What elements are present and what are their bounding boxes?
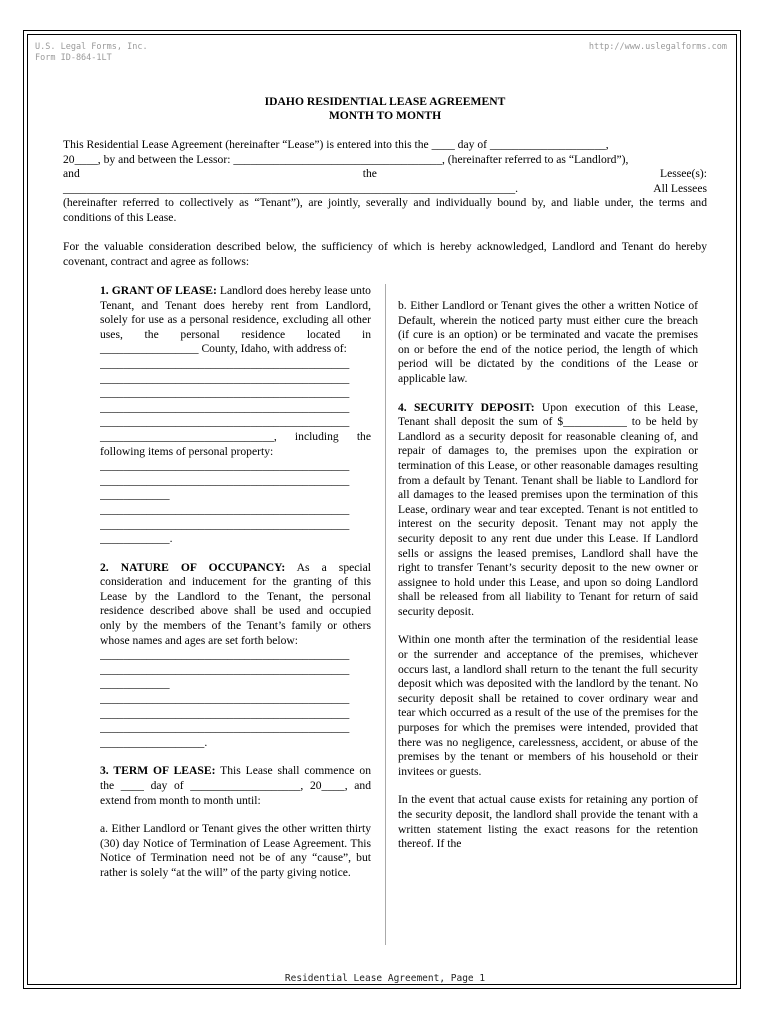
grant-paragraph <box>100 284 371 357</box>
address-line: ___________________________________________ <box>100 415 350 429</box>
property-line: ____________ <box>100 488 170 502</box>
document-title: IDAHO RESIDENTIAL LEASE AGREEMENT <box>264 95 506 108</box>
occupant-line: ___________________________________________ <box>100 662 350 676</box>
document-subtitle: MONTH TO MONTH <box>328 109 442 122</box>
term-clause-a: a. Either Landlord or Tenant gives the other written thirty (30) day Notice of Termination of Lease Agreement. This Notice of Termination need not be of any “cause”, but rather is solely “at the will” of the party giving notice. <box>100 822 371 879</box>
intro-lessees-label: Lessee(s): <box>659 167 707 181</box>
section-nature-of-occupancy <box>100 561 371 751</box>
intro-line-2: 20____, by and between the Lessor: ____________________________________, (hereinafter referred to as “Landlord”), <box>63 152 629 166</box>
deposit-body: Upon execution of this Lease, Tenant shall deposit the sum of $___________ to be held by Landlord as a security deposit for reasonable cleaning of, and repair of damages to, the premises upon the expiration or termination of this Lease, or other reasonable damages resulting from a default by Tenant. Tenant shall be liable to Landlord for all damages to the leased premises upon the termination of this Lease, ordinary wear and tear excepted. Tenant is not entitled to interest on the security deposit. Tenant may not apply the security deposit to any rent due under this Lease. If Landlord sells or assigns the leased premises, Landlord shall have the right to transfer Tenant’s security deposit to the new owner or assignee to hold under this Lease, and upon so doing Landlord shall be released from all liability to Tenant for return of said security deposit. <box>398 400 698 618</box>
company-name: U.S. Legal Forms, Inc. <box>35 42 148 52</box>
including-line: ______________________________, including the following items of personal property: <box>100 429 371 458</box>
intro-and: and <box>63 167 80 181</box>
address-line: ___________________________________________ <box>100 400 350 414</box>
section-security-deposit <box>398 401 698 620</box>
deposit-heading: 4. SECURITY DEPOSIT: <box>398 400 535 414</box>
all-lessees: All Lessees <box>653 181 707 195</box>
deposit-retention-paragraph: In the event that actual cause exists for retaining any portion of the security deposit, the landlord shall provide the tenant with a written statement listing the exact reasons for the retention thereof. If the <box>398 793 698 851</box>
term-clause-b: b. Either Landlord or Tenant gives the other a written Notice of Default, wherein the noticed party must either cure the breach (if cure is an option) or be terminated and vacate the premises on or before the end of the notice period, the length of which period will be dictated by the conditions of the Lease or applicable law. <box>398 299 698 385</box>
deposit-return-paragraph: Within one month after the termination of the residential lease or the surrender and acceptance of the premises, whichever occurs last, a landlord shall return to the tenant the full security deposit which was deposited with the landlord by the tenant. No security deposit shall be retained to cover ordinary wear and tear which occurred as a result of the use of the premises for the purposes for which the premises were intended, provided that there was no negligence, carelessness, accident, or abuse of the premises by the tenant or members of his household or their invitees or guests. <box>398 633 698 778</box>
property-line: ___________________________________________ <box>100 473 350 487</box>
occupant-line: ___________________________________________ <box>100 706 350 720</box>
occupant-line: ___________________________________________ <box>100 648 350 662</box>
occupancy-heading: 2. NATURE OF OCCUPANCY: <box>100 560 286 574</box>
term-paragraph <box>100 764 371 808</box>
form-header-left <box>35 42 148 64</box>
right-column <box>398 299 698 866</box>
occupancy-paragraph <box>100 561 371 649</box>
intro-line-3 <box>63 167 707 182</box>
grant-body: Landlord does hereby lease unto Tenant, and Tenant does hereby rent from Landlord, solely for use as a personal residence, excluding all other uses, the personal residence located in _________________ County, Idaho, with address of: <box>100 284 371 356</box>
occupant-line: ___________________________________________ <box>100 692 350 706</box>
column-divider <box>385 284 386 945</box>
grant-heading: 1. GRANT OF LEASE: <box>100 284 217 297</box>
page-footer: Residential Lease Agreement, Page 1 <box>284 973 486 984</box>
intro-line-1: This Residential Lease Agreement (hereinafter “Lease”) is entered into this the ____ day of ____________________, <box>63 138 609 151</box>
address-line: ___________________________________________ <box>100 386 350 400</box>
property-line: ___________________________________________ <box>100 502 350 516</box>
term-body: This Lease shall commence on the ____ day of ___________________, 20____, and extend from month to month until: <box>100 764 372 807</box>
property-line: ___________________________________________ <box>100 459 350 473</box>
occupant-line: ___________________________________________ <box>100 721 350 735</box>
section-term-of-lease <box>100 764 371 808</box>
left-column <box>100 284 371 895</box>
website-url[interactable]: http://www.uslegalforms.com <box>588 42 727 52</box>
property-line: ___________________________________________ <box>100 517 350 531</box>
form-id: Form ID-864-1LT <box>35 53 112 63</box>
intro-paragraph <box>63 138 707 226</box>
occupant-line: __________________. <box>100 735 208 749</box>
address-line: ___________________________________________ <box>100 356 350 370</box>
intro-line-4 <box>63 182 707 197</box>
term-heading: 3. TERM OF LEASE: <box>100 764 216 778</box>
occupancy-body: As a special consideration and inducement for the granting of this Lease by the Landlord to the Tenant, the personal residence described above shall be used and occupied only by the members of the Tenant’s family or others whose names and ages are set forth below: <box>100 560 371 647</box>
property-line: ____________. <box>100 532 173 546</box>
consideration-paragraph: For the valuable consideration described below, the sufficiency of which is hereby acknowledged, Landlord and Tenant do hereby covenant, contract and agree as follows: <box>63 240 707 268</box>
intro-the: the <box>362 167 377 181</box>
occupant-line: ____________ <box>100 677 170 691</box>
lessee-blank: ______________________________________________________________________________. <box>63 181 519 195</box>
address-line: ___________________________________________ <box>100 371 350 385</box>
section-grant-of-lease <box>100 284 371 547</box>
intro-line-5: (hereinafter referred to collectively as “Tenant”), are jointly, severally and individually bound by, and liable under, the terms and conditions of this Lease. <box>63 196 707 224</box>
